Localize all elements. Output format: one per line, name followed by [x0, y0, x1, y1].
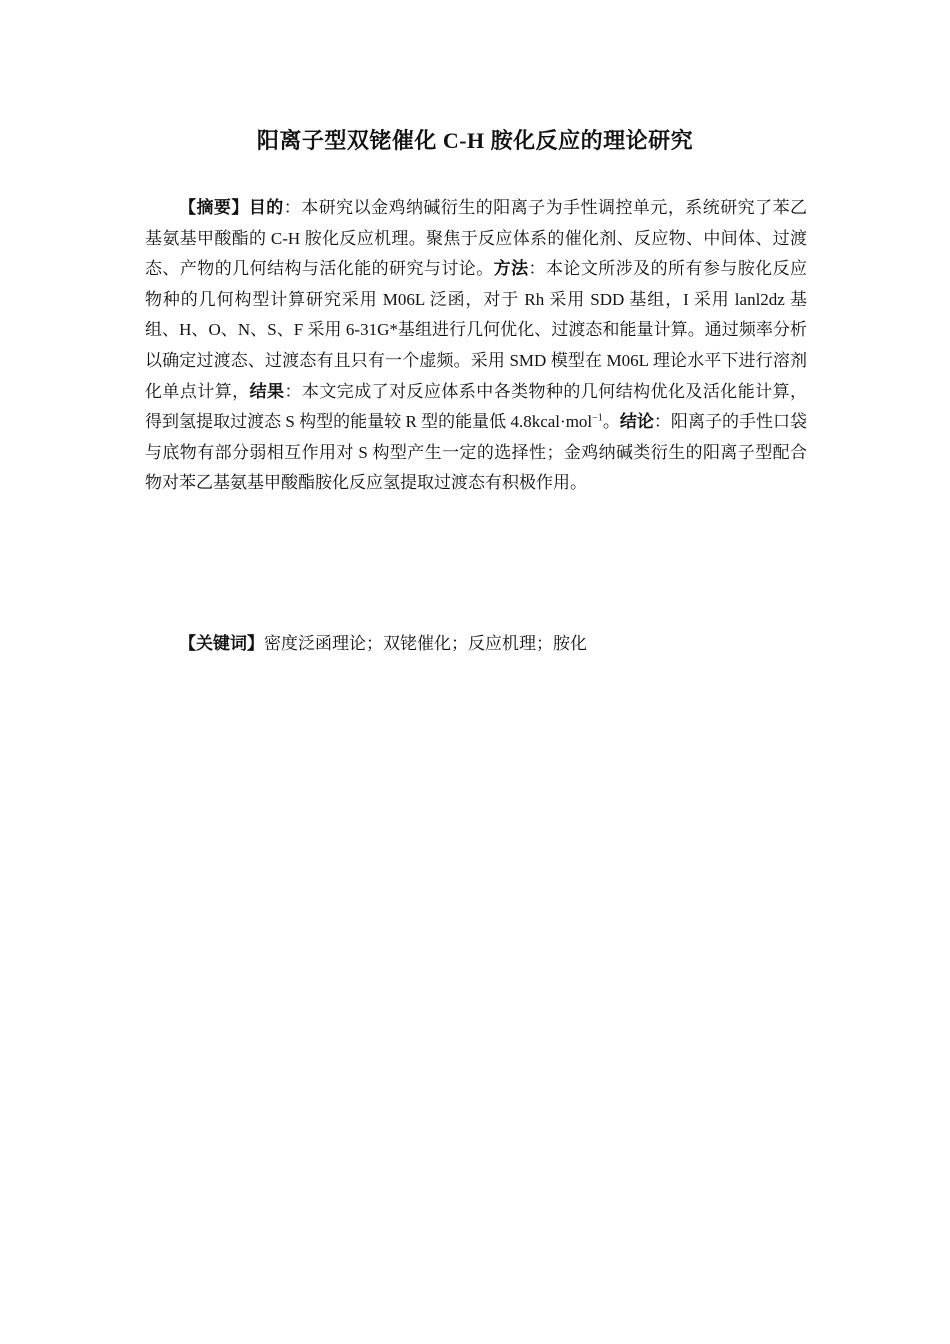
- unit-superscript: −1: [592, 412, 603, 424]
- method-label: 方法: [493, 259, 529, 279]
- abstract-label: 【摘要】: [179, 198, 249, 217]
- keywords-text: 密度泛函理论；双铑催化；反应机理；胺化: [264, 634, 587, 653]
- paper-title: 阳离子型双铑催化 C-H 胺化反应的理论研究: [256, 128, 694, 153]
- result-separator: ：: [284, 381, 302, 401]
- method-text: 本论文所涉及的所有参与胺化反应物种的几何构型计算研究采用 M06L 泛函，对于 Rh 采用 SDD 基组，I 采用 lanl2dz 基组、H、O、N、S、F 采用 6-31G*基组进行几何优化、过渡态和能量计算。通过频率分析以确定过渡态、过渡态有且只有一个虚频。采用 SMD 模型在 M06L 理论水平下进行溶剂化单点计算，: [145, 259, 808, 401]
- conclusion-label: 结论: [619, 412, 654, 432]
- purpose-label: 目的: [248, 198, 284, 217]
- conclusion-separator: ：: [653, 412, 671, 432]
- method-separator: ：: [528, 259, 546, 279]
- abstract-paragraph: [145, 193, 807, 499]
- conclusion-text: 阳离子的手性口袋与底物有部分弱相互作用对 S 构型产生一定的选择性；金鸡纳碱类衍生的阳离子型配合物对苯乙基氨基甲酸酯胺化反应氢提取过渡态有积极作用。: [145, 412, 808, 493]
- keywords-label: 【关键词】: [179, 634, 264, 653]
- keywords-paragraph: [145, 629, 807, 659]
- result-text: 本文完成了对反应体系中各类物种的几何结构优化及活化能计算，得到氢提取过渡态 S 构型的能量较 R 型的能量低 4.8kcal·mol: [145, 381, 808, 432]
- result-label: 结果: [249, 381, 285, 401]
- purpose-separator: ：: [283, 198, 302, 217]
- purpose-text: 本研究以金鸡纳碱衍生的阳离子为手性调控单元，系统研究了苯乙基氨基甲酸酯的 C-H 胺化反应机理。聚焦于反应体系的催化剂、反应物、中间体、过渡态、产物的几何结构与活化能的研究与讨论。: [145, 198, 808, 279]
- result-end: 。: [602, 412, 620, 432]
